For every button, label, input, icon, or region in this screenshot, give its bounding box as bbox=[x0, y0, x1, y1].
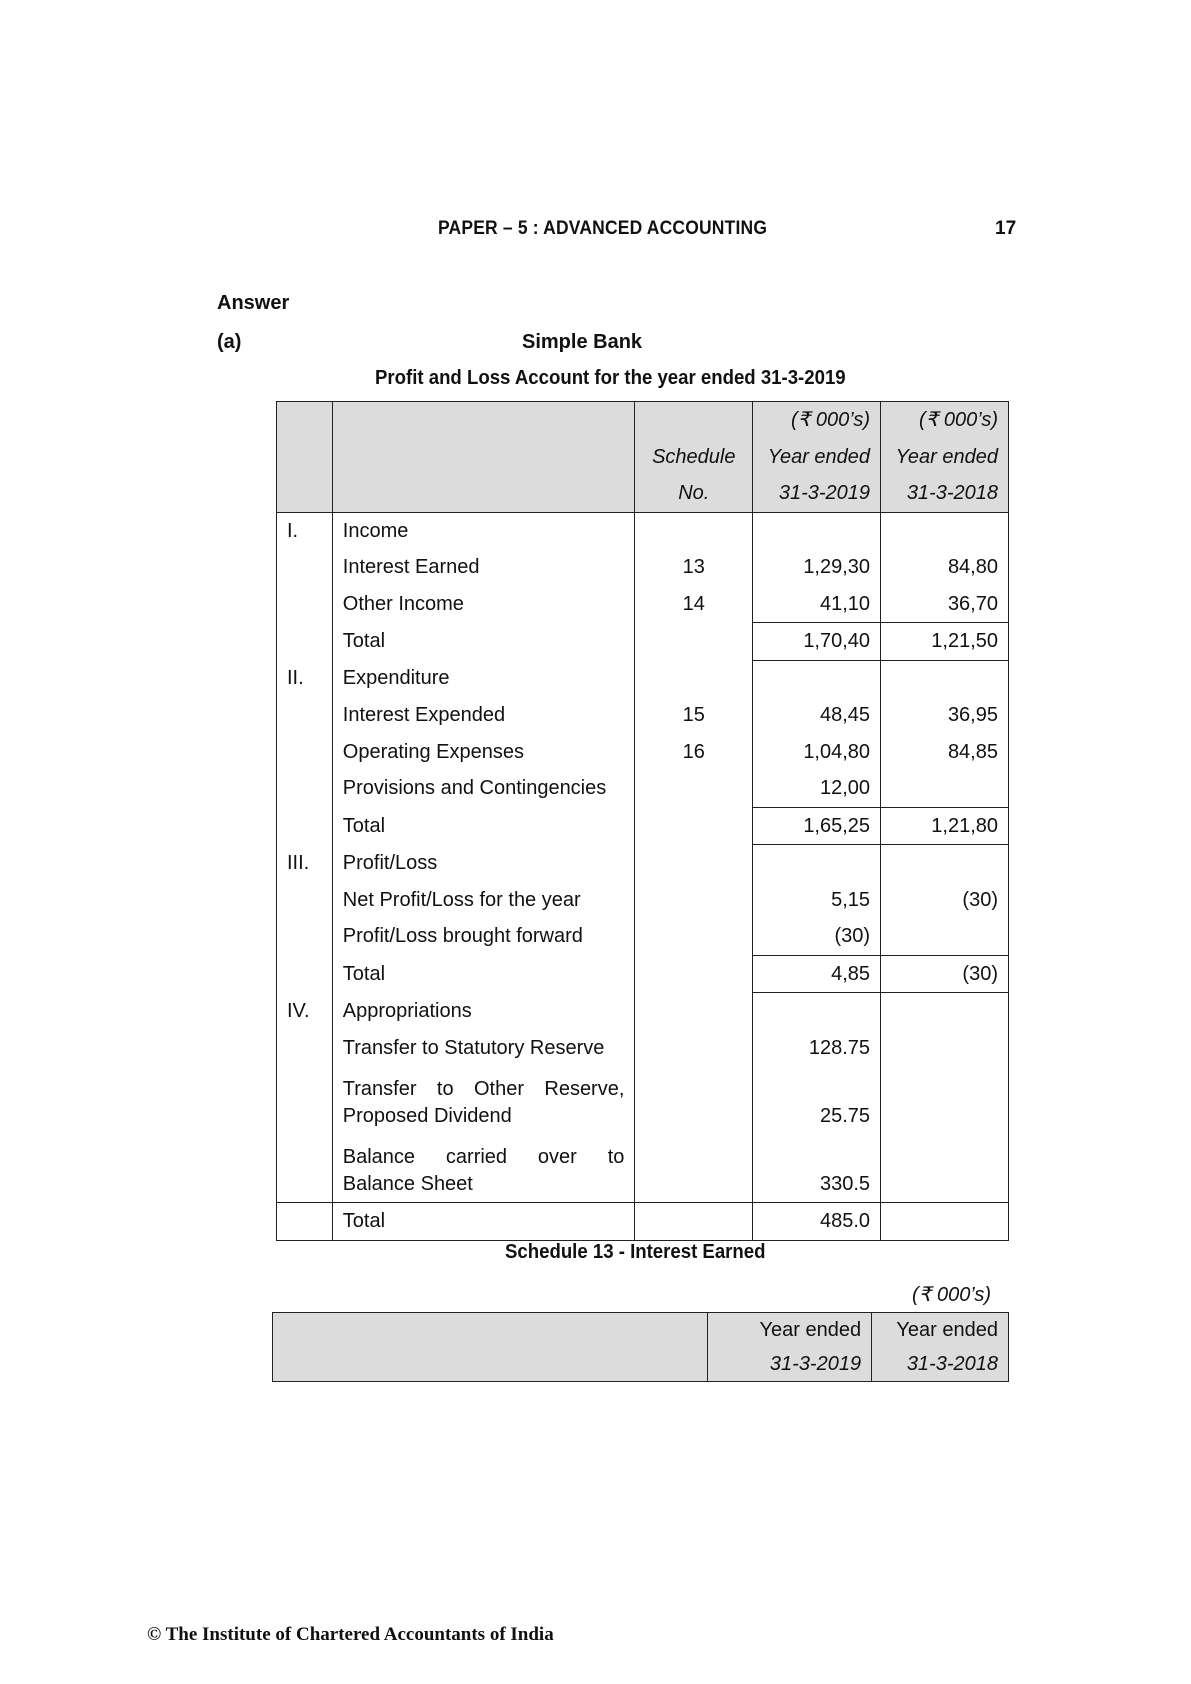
answer-label: Answer bbox=[217, 292, 290, 314]
year-ended-2018: Year ended bbox=[872, 1313, 1009, 1348]
total-value-2019: 485.0 bbox=[753, 1203, 881, 1241]
table-row bbox=[277, 1066, 1009, 1134]
year-ended-2018: Year ended bbox=[881, 439, 1009, 476]
row-schedule: 15 bbox=[635, 697, 753, 734]
date-2019: 31-3-2019 bbox=[708, 1347, 872, 1382]
date-2018: 31-3-2018 bbox=[881, 475, 1009, 512]
row-value-2018: 36,95 bbox=[881, 697, 1009, 734]
unit-2018: (₹ 000’s) bbox=[881, 402, 1009, 439]
row-value-2019: 1,04,80 bbox=[753, 734, 881, 771]
part-label: (a) bbox=[217, 331, 242, 353]
section-heading-row bbox=[277, 993, 1009, 1030]
row-value-2018 bbox=[881, 918, 1009, 955]
row-label: Operating Expenses bbox=[332, 734, 635, 771]
section-heading: Expenditure bbox=[332, 660, 635, 697]
section-heading: Appropriations bbox=[332, 993, 635, 1030]
year-ended-2019: Year ended bbox=[753, 439, 881, 476]
row-label: Transfer to Statutory Reserve bbox=[332, 1030, 635, 1067]
row-label: Other Income bbox=[332, 586, 635, 623]
row-value-2019: 25.75 bbox=[753, 1066, 881, 1134]
running-header-title: PAPER – 5 : ADVANCED ACCOUNTING bbox=[438, 218, 768, 239]
row-label: Transfer to Other Reserve, Proposed Dividend bbox=[332, 1066, 635, 1134]
section-numeral: III. bbox=[277, 845, 333, 882]
schedule-13-title: Schedule 13 - Interest Earned bbox=[505, 1241, 766, 1263]
total-value-2018: 1,21,80 bbox=[881, 807, 1009, 845]
table-header-row bbox=[273, 1347, 1009, 1382]
total-label: Total bbox=[332, 623, 635, 661]
total-label: Total bbox=[332, 1203, 635, 1241]
total-value-2019: 1,70,40 bbox=[753, 623, 881, 661]
total-row bbox=[277, 955, 1009, 993]
row-value-2018: 84,80 bbox=[881, 549, 1009, 586]
row-schedule bbox=[635, 770, 753, 807]
pl-account-title: Profit and Loss Account for the year ended 31-3-2019 bbox=[375, 367, 846, 389]
schedule-header: Schedule bbox=[635, 439, 753, 476]
total-value-2018: (30) bbox=[881, 955, 1009, 993]
section-heading: Profit/Loss bbox=[332, 845, 635, 882]
row-value-2019: 330.5 bbox=[753, 1134, 881, 1203]
schedule-13-table bbox=[272, 1312, 1009, 1382]
total-value-2019: 4,85 bbox=[753, 955, 881, 993]
date-2018: 31-3-2018 bbox=[872, 1347, 1009, 1382]
section-heading-row bbox=[277, 845, 1009, 882]
bank-name: Simple Bank bbox=[522, 331, 643, 353]
row-label: Balance carried over to Balance Sheet bbox=[332, 1134, 635, 1203]
row-value-2019: 5,15 bbox=[753, 882, 881, 919]
row-value-2018: 84,85 bbox=[881, 734, 1009, 771]
row-label: Interest Earned bbox=[332, 549, 635, 586]
total-row bbox=[277, 623, 1009, 661]
total-value-2019: 1,65,25 bbox=[753, 807, 881, 845]
table-row bbox=[277, 586, 1009, 623]
table-row bbox=[277, 770, 1009, 807]
row-schedule: 16 bbox=[635, 734, 753, 771]
row-value-2018 bbox=[881, 770, 1009, 807]
row-schedule: 14 bbox=[635, 586, 753, 623]
table-row bbox=[277, 1030, 1009, 1067]
date-2019: 31-3-2019 bbox=[753, 475, 881, 512]
table-header-row bbox=[277, 402, 1009, 439]
section-heading: Income bbox=[332, 512, 635, 549]
total-row bbox=[277, 807, 1009, 845]
row-schedule: 13 bbox=[635, 549, 753, 586]
row-value-2019: 1,29,30 bbox=[753, 549, 881, 586]
total-label: Total bbox=[332, 955, 635, 993]
table-row bbox=[277, 1134, 1009, 1203]
profit-loss-table bbox=[276, 401, 1009, 1241]
row-value-2018: 36,70 bbox=[881, 586, 1009, 623]
copyright-footer: © The Institute of Chartered Accountants of India bbox=[147, 1624, 554, 1645]
row-label: Interest Expended bbox=[332, 697, 635, 734]
table-header-row bbox=[277, 475, 1009, 512]
row-value-2019: 128.75 bbox=[753, 1030, 881, 1067]
table-row bbox=[277, 918, 1009, 955]
row-value-2019: 41,10 bbox=[753, 586, 881, 623]
row-value-2018: (30) bbox=[881, 882, 1009, 919]
schedule-13-unit: (₹ 000’s) bbox=[912, 1284, 992, 1306]
row-value-2019: 48,45 bbox=[753, 697, 881, 734]
total-value-2018: 1,21,50 bbox=[881, 623, 1009, 661]
page-number: 17 bbox=[995, 218, 1017, 239]
section-heading-row bbox=[277, 512, 1009, 549]
table-header-row bbox=[277, 439, 1009, 476]
total-row bbox=[277, 1203, 1009, 1241]
table-row bbox=[277, 734, 1009, 771]
unit-2019: (₹ 000’s) bbox=[753, 402, 881, 439]
row-label: Profit/Loss brought forward bbox=[332, 918, 635, 955]
table-row bbox=[277, 882, 1009, 919]
section-numeral: IV. bbox=[277, 993, 333, 1030]
row-value-2019: (30) bbox=[753, 918, 881, 955]
schedule-no-header: No. bbox=[635, 475, 753, 512]
section-numeral: I. bbox=[277, 512, 333, 549]
table-row bbox=[277, 697, 1009, 734]
year-ended-2019: Year ended bbox=[708, 1313, 872, 1348]
table-row bbox=[277, 549, 1009, 586]
section-numeral: II. bbox=[277, 660, 333, 697]
row-label: Net Profit/Loss for the year bbox=[332, 882, 635, 919]
section-heading-row bbox=[277, 660, 1009, 697]
row-label: Provisions and Contingencies bbox=[332, 770, 635, 807]
total-label: Total bbox=[332, 807, 635, 845]
row-value-2019: 12,00 bbox=[753, 770, 881, 807]
table-header-row bbox=[273, 1313, 1009, 1348]
